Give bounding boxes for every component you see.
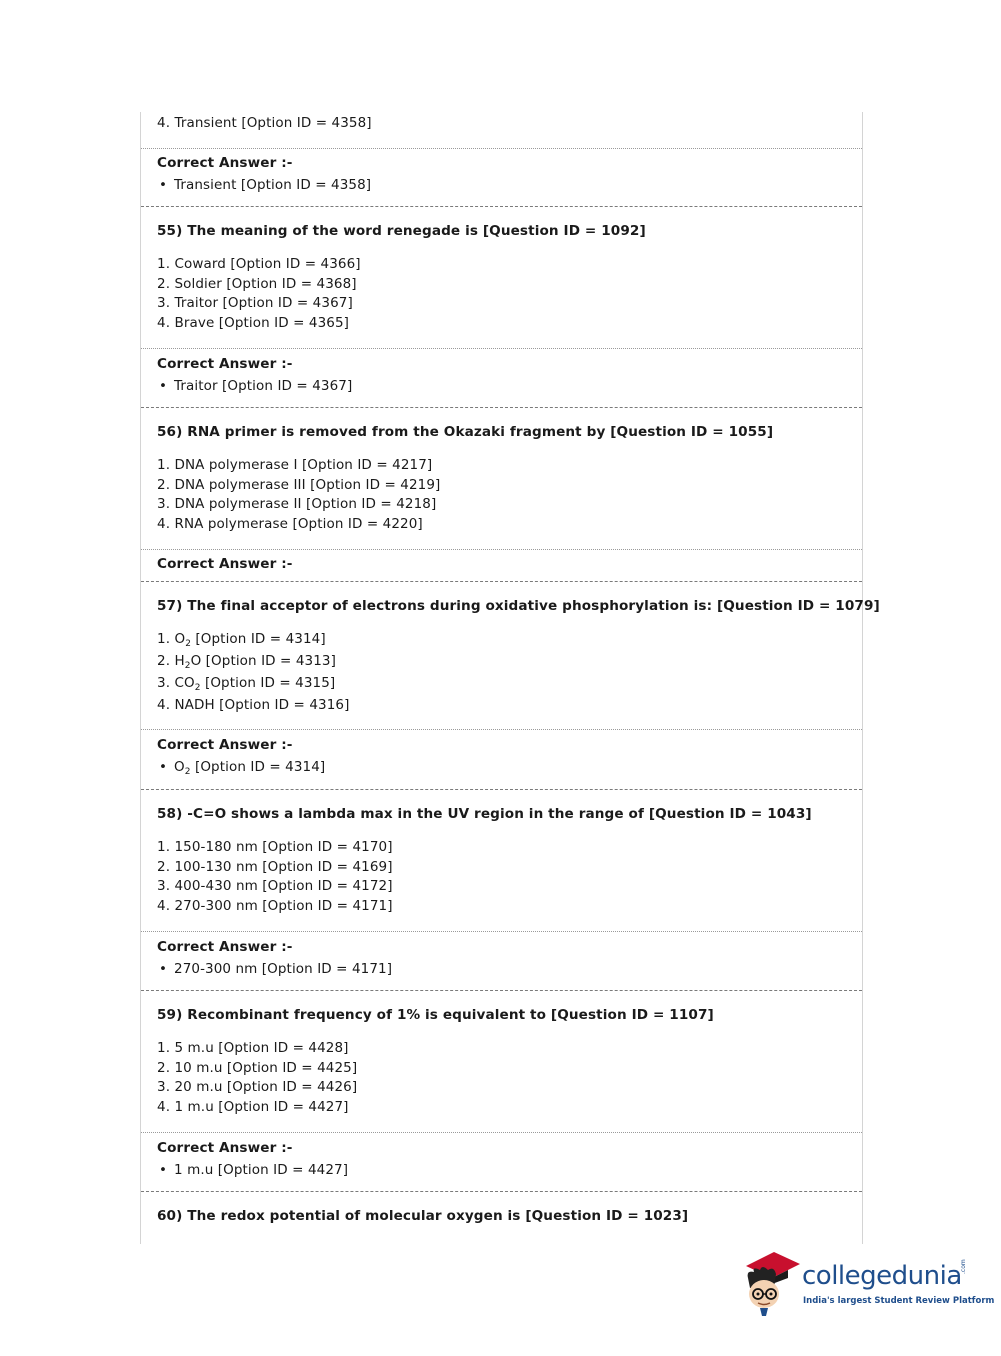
option-3: 3. 400-430 nm [Option ID = 4172] bbox=[157, 878, 393, 894]
collegedunia-logo bbox=[740, 1248, 995, 1318]
correct-answer-value: • Traitor [Option ID = 4367] bbox=[174, 377, 352, 397]
mascot-icon bbox=[740, 1248, 802, 1318]
question-title: 55) The meaning of the word renegade is [Question ID = 1092] bbox=[157, 223, 646, 239]
question-block bbox=[141, 583, 880, 730]
prev-answer-block bbox=[141, 149, 862, 207]
question-title: 56) RNA primer is removed from the Okazaki fragment by [Question ID = 1055] bbox=[157, 424, 774, 440]
question-block bbox=[141, 409, 862, 550]
answer-block bbox=[141, 1133, 862, 1192]
option-2: 2. 100-130 nm [Option ID = 4169] bbox=[157, 858, 393, 875]
option-4: 4. Brave [Option ID = 4365] bbox=[157, 314, 350, 331]
option-1: 1. 5 m.u [Option ID = 4428] bbox=[157, 1040, 349, 1056]
question-block bbox=[141, 1193, 862, 1243]
logo-dotcom: .com bbox=[960, 1259, 967, 1274]
correct-answer-label: Correct Answer :- bbox=[157, 556, 293, 572]
question-title: 58) -C=O shows a lambda max in the UV region in the range of [Question ID = 1043] bbox=[157, 806, 812, 822]
option-1: 1. 150-180 nm [Option ID = 4170] bbox=[157, 839, 393, 855]
option-4: 4. 1 m.u [Option ID = 4427] bbox=[157, 1098, 349, 1115]
correct-answer-label: Correct Answer :- bbox=[157, 737, 293, 753]
question-title: 59) Recombinant frequency of 1% is equivalent to [Question ID = 1107] bbox=[157, 1007, 714, 1023]
exam-sheet bbox=[140, 112, 880, 1244]
question-block bbox=[141, 992, 862, 1133]
option-3: 3. Traitor [Option ID = 4367] bbox=[157, 295, 353, 311]
correct-answer-value: • 1 m.u [Option ID = 4427] bbox=[174, 1161, 348, 1181]
option-1: 1. Coward [Option ID = 4366] bbox=[157, 256, 361, 272]
logo-tagline: India's largest Student Review Platform bbox=[803, 1296, 995, 1306]
correct-answer-label: Correct Answer :- bbox=[157, 356, 293, 372]
prev-options-block bbox=[141, 112, 862, 149]
option-3: 3. $CO_2$ [Option ID = 4315] bbox=[157, 675, 336, 693]
answer-block bbox=[141, 932, 862, 991]
option-1: 1. DNA polymerase I [Option ID = 4217] bbox=[157, 457, 433, 473]
correct-answer-label: Correct Answer :- bbox=[157, 155, 293, 171]
logo-wordmark: collegedunia bbox=[802, 1261, 962, 1291]
option-2: 2. 10 m.u [Option ID = 4425] bbox=[157, 1059, 358, 1076]
option-4: 4. NADH [Option ID = 4316] bbox=[157, 697, 350, 713]
question-block bbox=[141, 208, 862, 349]
correct-answer-value: • 270-300 nm [Option ID = 4171] bbox=[174, 960, 392, 980]
answer-block bbox=[141, 550, 862, 582]
correct-answer-value: • $O_2$ [Option ID = 4314] bbox=[174, 758, 325, 778]
option-2: 2. Soldier [Option ID = 4368] bbox=[157, 275, 357, 292]
question-block bbox=[141, 791, 862, 932]
answer-block bbox=[141, 730, 862, 790]
answer-block bbox=[141, 349, 862, 408]
correct-answer-label: Correct Answer :- bbox=[157, 939, 293, 955]
correct-answer-label: Correct Answer :- bbox=[157, 1140, 293, 1156]
option-3: 3. DNA polymerase II [Option ID = 4218] bbox=[157, 496, 437, 512]
option-2: 2. DNA polymerase III [Option ID = 4219] bbox=[157, 476, 441, 493]
option-1: 1. $O_2$ [Option ID = 4314] bbox=[157, 631, 326, 649]
option-2: 2. $H_2O$ [Option ID = 4313] bbox=[157, 653, 336, 671]
option-4: 4. 270-300 nm [Option ID = 4171] bbox=[157, 897, 393, 914]
correct-answer-value: • Transient [Option ID = 4358] bbox=[174, 176, 371, 196]
option-3: 3. 20 m.u [Option ID = 4426] bbox=[157, 1079, 358, 1095]
option-4: 4. RNA polymerase [Option ID = 4220] bbox=[157, 515, 423, 532]
question-title: 57) The final acceptor of electrons during oxidative phosphorylation is: [Question ID = 1079] bbox=[157, 598, 880, 614]
question-title: 60) The redox potential of molecular oxygen is [Question ID = 1023] bbox=[157, 1208, 689, 1224]
option-4: 4. Transient [Option ID = 4358] bbox=[157, 115, 372, 131]
